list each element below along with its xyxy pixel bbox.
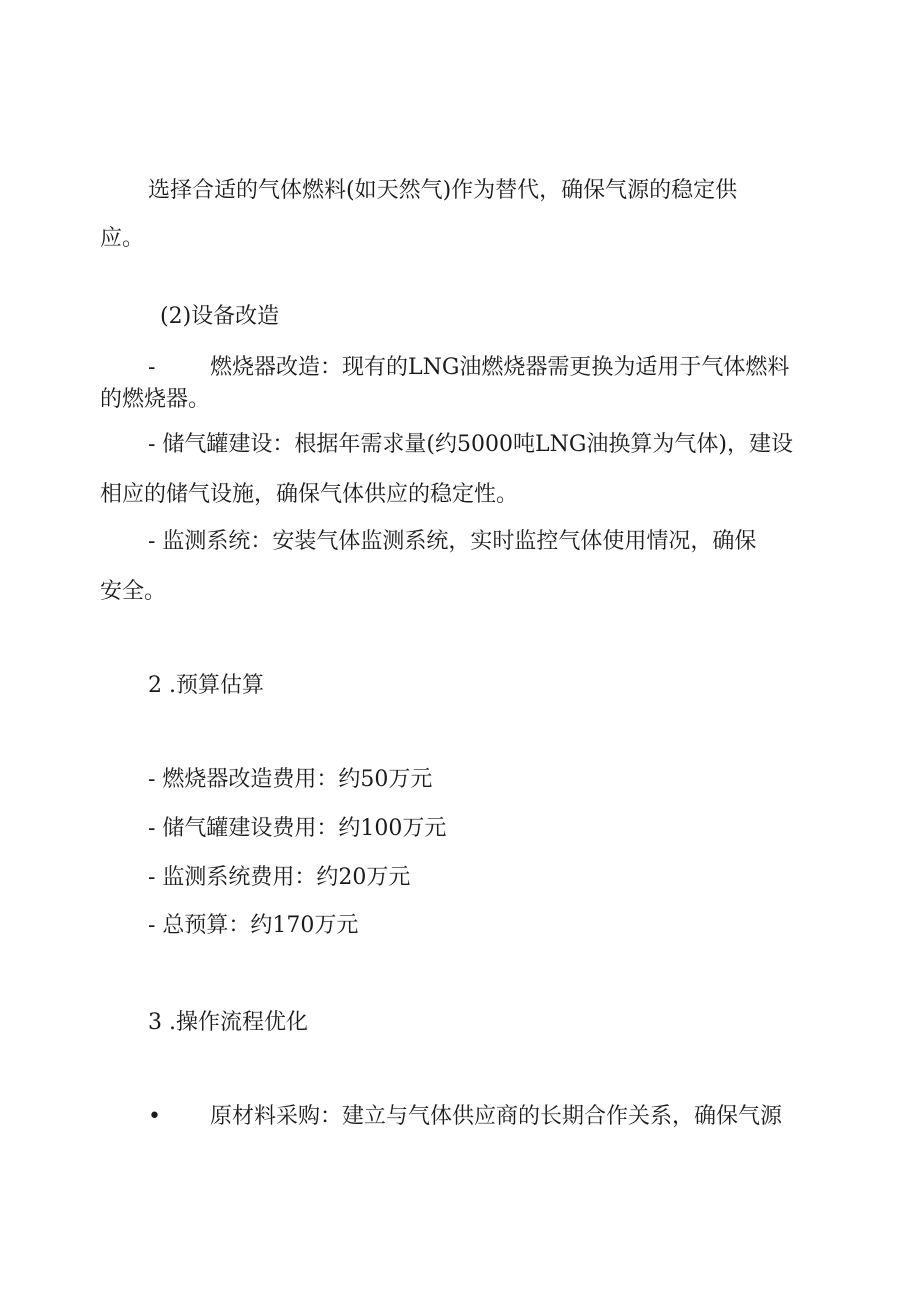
tank-line-1: - 储气罐建设：根据年需求量(约5000吨LNG油换算为气体)，建设	[148, 432, 794, 457]
budget-heading: 2 .预算估算	[148, 673, 264, 698]
intro-line-1: 选择合适的气体燃料(如天然气)作为替代，确保气源的稳定供	[148, 178, 738, 203]
burner-dash: -	[148, 355, 156, 380]
budget-item: - 燃烧器改造费用：约50万元	[148, 767, 433, 792]
burner-line-1: 燃烧器改造：现有的LNG油燃烧器需更换为适用于气体燃料	[210, 355, 790, 380]
intro-line-2: 应。	[100, 226, 145, 251]
budget-item: - 总预算：约170万元	[148, 913, 359, 938]
bullet-icon: •	[148, 1104, 161, 1129]
process-item-1: 原材料采购：建立与气体供应商的长期合作关系，确保气源	[210, 1104, 783, 1129]
process-heading: 3 .操作流程优化	[148, 1010, 308, 1035]
monitor-line-1: - 监测系统：安装气体监测系统，实时监控气体使用情况，确保	[148, 529, 757, 554]
equipment-heading: (2)设备改造	[160, 304, 280, 329]
tank-line-2: 相应的储气设施，确保气体供应的稳定性。	[100, 482, 519, 507]
budget-item: - 监测系统费用：约20万元	[148, 865, 411, 890]
budget-item: - 储气罐建设费用：约100万元	[148, 816, 447, 841]
monitor-line-2: 安全。	[100, 579, 167, 604]
burner-line-2: 的燃烧器。	[100, 387, 211, 412]
